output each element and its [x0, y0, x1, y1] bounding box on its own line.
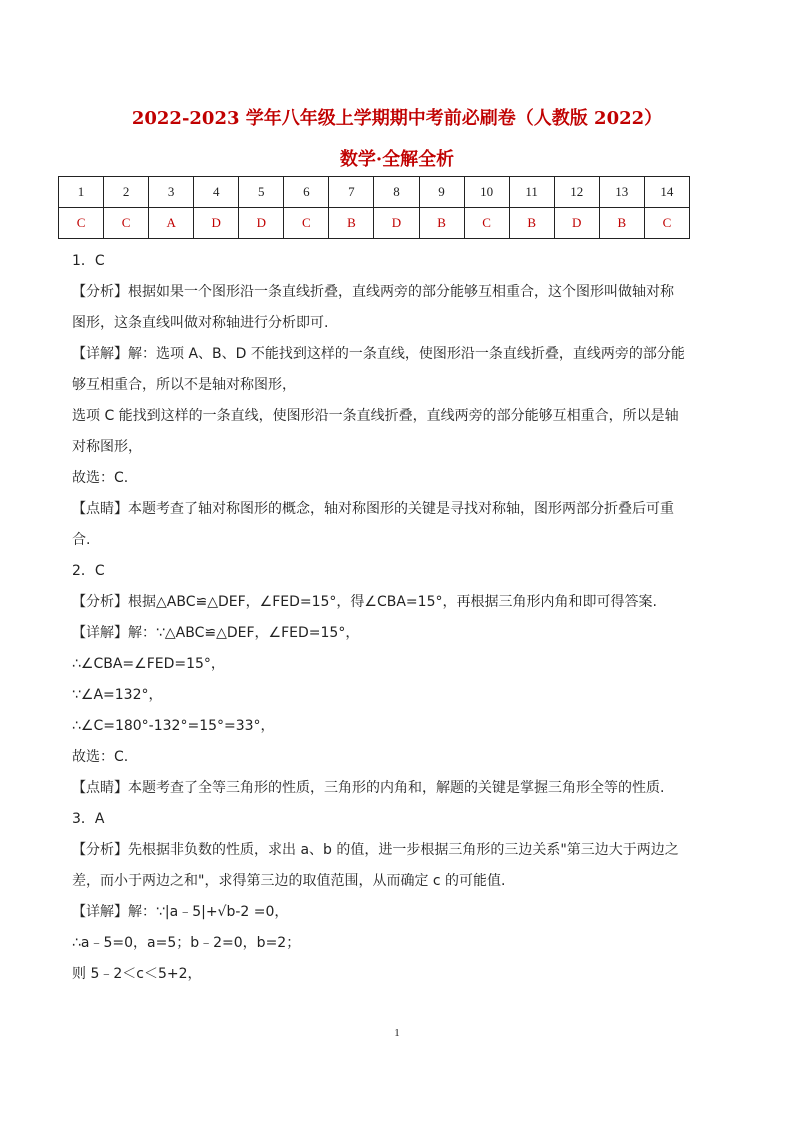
question-number: 4 [194, 177, 239, 208]
document-subtitle: 数学·全解全析 [339, 149, 455, 170]
question-number: 11 [509, 177, 554, 208]
answer-cell: C [644, 208, 689, 239]
solution-line: ∵∠A=132°， [72, 687, 163, 703]
answer-cell: D [194, 208, 239, 239]
solution-line: ∴∠CBA=∠FED=15°， [72, 656, 225, 672]
answer-cell: B [509, 208, 554, 239]
solution-line: 对称图形， [72, 439, 142, 455]
answer-cell: A [149, 208, 194, 239]
solution-line: 【点睛】本题考查了全等三角形的性质，三角形的内角和，解题的关键是掌握三角形全等的性质. [72, 780, 665, 796]
question-number: 13 [599, 177, 644, 208]
solution-line: 【分析】先根据非负数的性质，求出 a、b 的值，进一步根据三角形的三边关系"第三边大于两边之 [72, 842, 679, 858]
question-number: 9 [419, 177, 464, 208]
answer-cell: D [554, 208, 599, 239]
answer-row [59, 208, 690, 239]
answer-cell: C [464, 208, 509, 239]
question-number: 5 [239, 177, 284, 208]
solution-line: 图形，这条直线叫做对称轴进行分析即可. [72, 315, 329, 331]
document-title: 2022-2023 学年八年级上学期期中考前必刷卷（人教版 2022） [131, 108, 663, 129]
solution-line: 【分析】根据△ABC≌△DEF，∠FED=15°，得∠CBA=15°，再根据三角形内角和即可得答案. [72, 594, 657, 610]
solution-line: 故选：C. [72, 749, 129, 765]
answer-cell: D [374, 208, 419, 239]
answer-cell: D [239, 208, 284, 239]
question-number-row [59, 177, 690, 208]
answer-cell: C [284, 208, 329, 239]
question-number: 1 [59, 177, 104, 208]
question-number: 8 [374, 177, 419, 208]
solution-line: ∴a﹣5=0，a=5；b﹣2=0，b=2； [72, 935, 301, 951]
answer-table [58, 176, 690, 239]
answer-cell: B [419, 208, 464, 239]
solution-line: 【详解】解：选项 A、B、D 不能找到这样的一条直线，使图形沿一条直线折叠，直线两旁的部分能 [72, 346, 685, 362]
question-number: 14 [644, 177, 689, 208]
solution-line: 2．C [72, 563, 105, 579]
solution-line: 合. [72, 532, 91, 548]
solution-content [72, 246, 692, 990]
question-number: 2 [104, 177, 149, 208]
solution-line: 【点睛】本题考查了轴对称图形的概念，轴对称图形的关键是寻找对称轴，图形两部分折叠后可重 [72, 501, 674, 517]
solution-line: 【详解】解：∵△ABC≌△DEF，∠FED=15°， [72, 625, 360, 641]
question-number: 7 [329, 177, 374, 208]
answer-cell: C [59, 208, 104, 239]
question-number: 10 [464, 177, 509, 208]
question-number: 6 [284, 177, 329, 208]
solution-line: 【分析】根据如果一个图形沿一条直线折叠，直线两旁的部分能够互相重合，这个图形叫做轴对称 [72, 284, 674, 300]
solution-line: 故选：C. [72, 470, 129, 486]
answer-cell: B [329, 208, 374, 239]
question-number: 12 [554, 177, 599, 208]
page-number: 1 [394, 1027, 400, 1039]
solution-line: 3．A [72, 811, 105, 827]
solution-line: 选项 C 能找到这样的一条直线，使图形沿一条直线折叠，直线两旁的部分能够互相重合，所以是轴 [72, 408, 679, 424]
solution-line: 1．C [72, 253, 105, 269]
answer-cell: B [599, 208, 644, 239]
solution-line: 【详解】解：∵|a﹣5|+√b-2 =0， [72, 904, 289, 920]
solution-line: 够互相重合，所以不是轴对称图形， [72, 377, 296, 393]
question-number: 3 [149, 177, 194, 208]
solution-line: ∴∠C=180°-132°=15°=33°， [72, 718, 275, 734]
solution-line: 则 5﹣2＜c＜5+2， [72, 966, 202, 982]
solution-line: 差，而小于两边之和"，求得第三边的取值范围，从而确定 c 的可能值. [72, 873, 506, 889]
answer-cell: C [104, 208, 149, 239]
